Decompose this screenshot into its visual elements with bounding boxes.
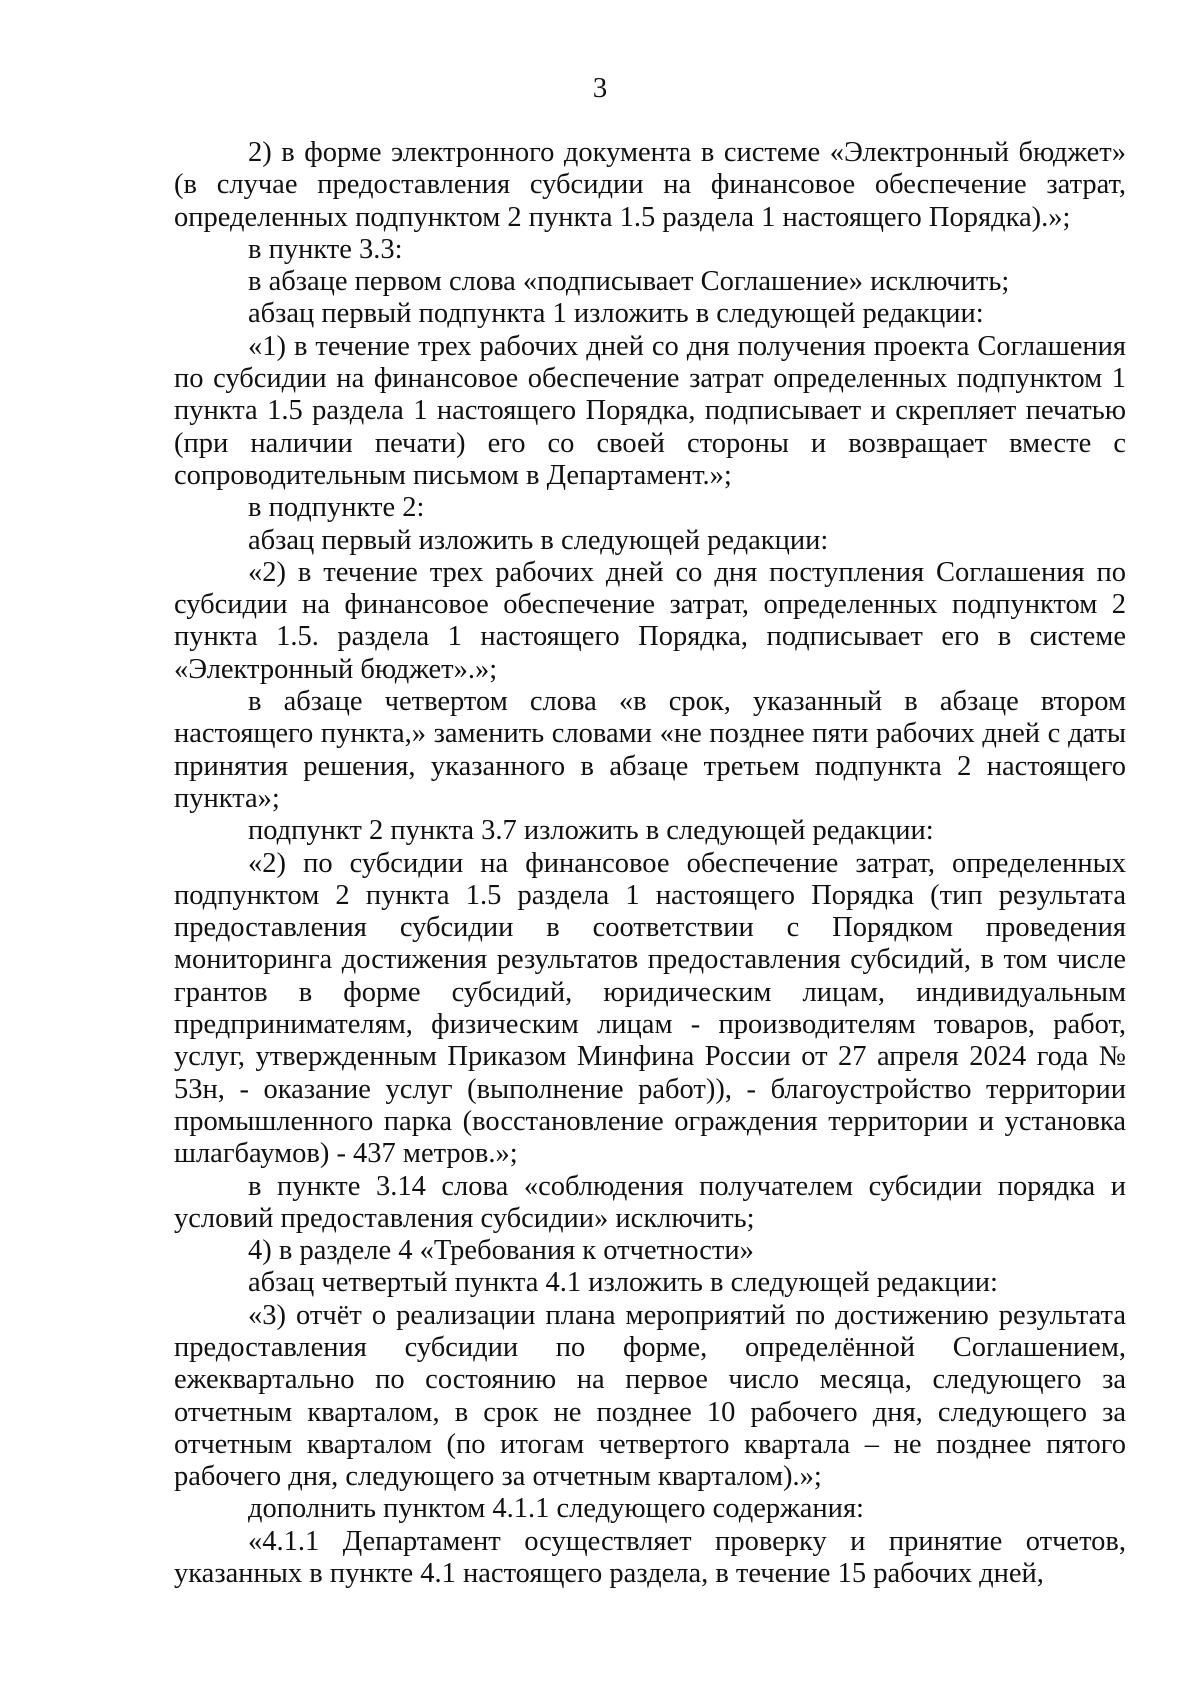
paragraph-2: в пункте 3.3: [248,233,403,265]
paragraph-15: «3) отчёт о реализации плана мероприятий по достижению результата предоставления субсидии по форме, определённой Соглашением, ежеквартально по состоянию на первое число месяца, следующего за отчетным кварталом, в срок не позднее 10 рабочего дня, следующего за отчетным кварталом (по итогам четвертого квартала – не позднее пятого рабочего дня, следующего за отчетным кварталом).»; [174,1299,1126,1493]
paragraph-12: в пункте 3.14 слова «соблюдения получателем субсидии порядка и условий предоставления субсидии» исключить; [174,1170,1126,1234]
paragraph-14: абзац четвертый пункта 4.1 изложить в следующей редакции: [248,1267,998,1299]
paragraph-17: «4.1.1 Департамент осуществляет проверку и принятие отчетов, указанных в пункте 4.1 настоящего раздела, в течение 15 рабочих дней, [174,1525,1126,1590]
paragraph-13: 4) в разделе 4 «Требования к отчетности» [248,1235,754,1267]
paragraph-9: в абзаце четвертом слова «в срок, указанный в абзаце втором настоящего пункта,» заменить словами «не позднее пяти рабочих дней с даты принятия решения, указанного в абзаце третьем подпункта 2 настоящего пункта»; [174,686,1126,814]
paragraph-4: абзац первый подпункта 1 изложить в следующей редакции: [248,298,984,330]
paragraph-7: абзац первый изложить в следующей редакции: [248,524,829,556]
paragraph-11: «2) по субсидии на финансовое обеспечение затрат, определенных подпунктом 2 пункта 1.5 раздела 1 настоящего Порядка (тип результата предоставления субсидии в соответствии с Порядком проведения мониторинга достижения результатов предоставления субсидий, в том числе грантов в форме субсидий, юридическим лицам, индивидуальным предпринимателям, физическим лицам - производителям товаров, работ, услуг, утвержденным Приказом Минфина России от 27 апреля 2024 года № 53н, - оказание услуг (выполнение работ)), - благоустройство территории промышленного парка (восстановление ограждения территории и установка шлагбаумов) - 437 метров.»; [174,847,1126,1170]
paragraph-5: «1) в течение трех рабочих дней со дня получения проекта Соглашения по субсидии на финансовое обеспечение затрат определенных подпунктом 1 пункта 1.5 раздела 1 настоящего Порядка, подписывает и скрепляет печатью (при наличии печати) его со своей стороны и возвращает вместе с сопроводительным письмом в Департамент.»; [174,330,1126,491]
paragraph-1: 2) в форме электронного документа в системе «Электронный бюджет» (в случае предоставления субсидии на финансовое обеспечение затрат, определенных подпунктом 2 пункта 1.5 раздела 1 настоящего Порядка).»; [174,137,1126,233]
paragraph-8: «2) в течение трех рабочих дней со дня поступления Соглашения по субсидии на финансовое обеспечение затрат, определенных подпунктом 2 пункта 1.5. раздела 1 настоящего Порядка, подписывает его в системе «Электронный бюджет».»; [174,556,1126,685]
paragraph-3: в абзаце первом слова «подписывает Соглашение» исключить; [248,266,1010,298]
page-number: 3 [592,72,608,104]
paragraph-6: в подпункте 2: [248,492,425,524]
document-body [174,137,1126,1590]
paragraph-10: подпункт 2 пункта 3.7 изложить в следующей редакции: [248,815,934,847]
paragraph-16: дополнить пунктом 4.1.1 следующего содержания: [248,1493,864,1525]
